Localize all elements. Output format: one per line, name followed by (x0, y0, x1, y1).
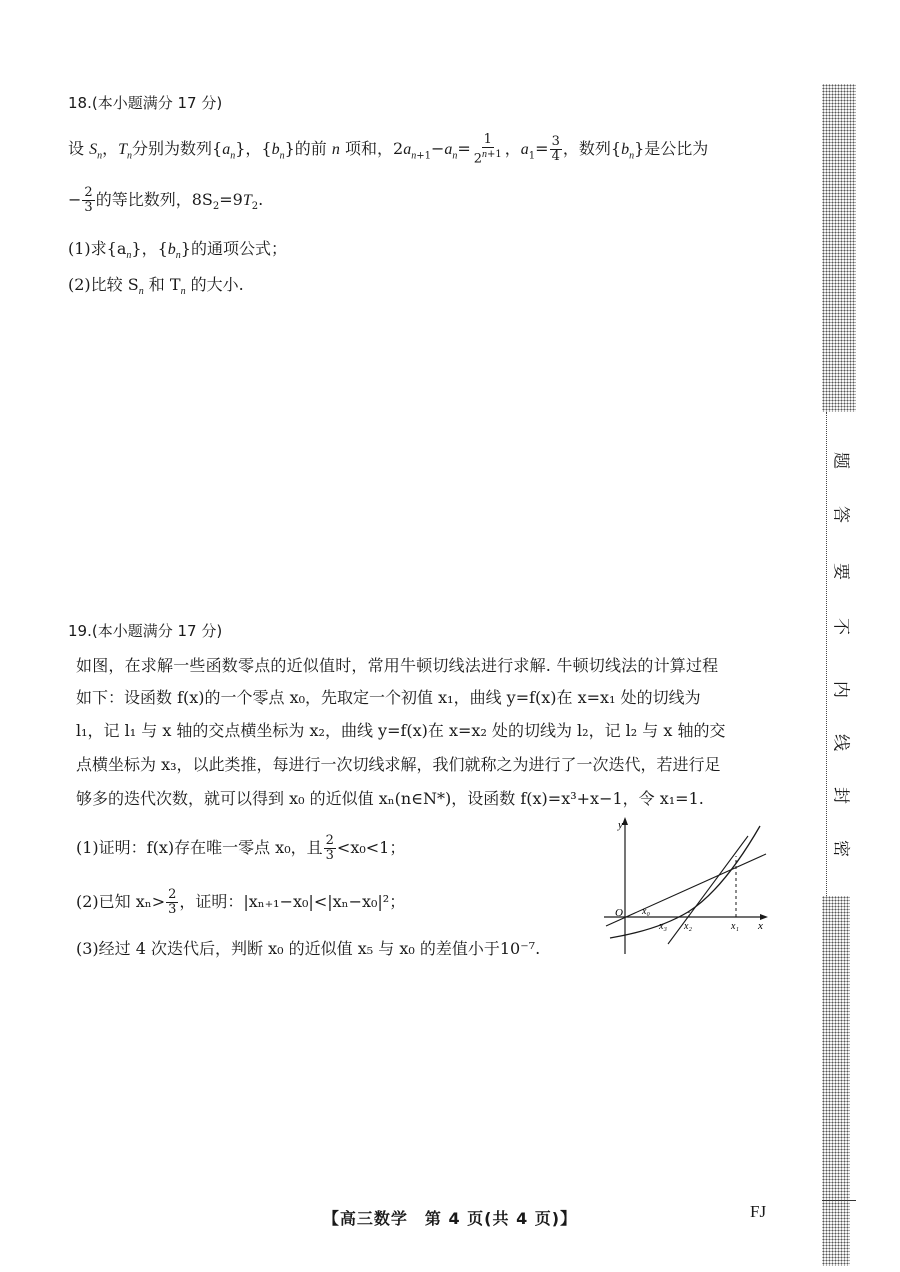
q18-ratio-line: − $\frac{2}{3}$ 的等比数列，$8S_2=9T_2$. (68, 185, 264, 215)
footer-code: FJ (750, 1202, 767, 1221)
seal-char-8: 题 (831, 446, 856, 476)
q19-frac-part2: $\frac{2}{3}$ (168, 887, 177, 917)
seal-char-4: 内 (831, 675, 856, 705)
q18-frac-rhs: $\frac{1}{2^{n+1}}$ (473, 132, 502, 167)
seal-char-6: 要 (831, 557, 856, 587)
q19-part3: (3)经过 4 次迭代后，判断 x₀ 的近似值 x₅ 与 x₀ 的差值小于10⁻⁷. (76, 939, 541, 958)
q19-paragraph-line-3: l₁，记 l₁ 与 x 轴的交点横坐标为 x₂，曲线 y=f(x)在 x=x₂ 处的切线为 l₂，记 l₂ 与 x 轴的交 (76, 721, 726, 740)
tangent-line-l1 (606, 854, 766, 926)
q19-part1: (1)证明：f(x)存在唯一零点 x₀，且 $\frac{2}{3}$ <x₀<1； (76, 833, 406, 863)
seal-char-2: 封 (831, 781, 856, 811)
fig-x2-label: x₂ (684, 921, 692, 932)
dot-pattern-top (822, 84, 856, 412)
binding-strip (822, 84, 856, 1204)
q18-frac-ratio: $\frac{2}{3}$ (84, 185, 93, 215)
q18-frac-a1: $\frac{3}{4}$ (551, 134, 560, 165)
q18-part1: (1)求$\{a_n\}$，$\{b_n\}$的通项公式； (68, 239, 287, 262)
newton-method-figure (598, 812, 778, 962)
q18-header: 18.(本小题满分 17 分) (68, 94, 223, 112)
q19-frac-part1: $\frac{2}{3}$ (325, 833, 334, 863)
q19-paragraph-line-2: 如下：设函数 f(x)的一个零点 x₀，先取定一个初值 x₁，曲线 y=f(x)在 x=x₁ 处的切线为 (76, 688, 701, 707)
fig-x3-label: x₃ (659, 921, 667, 932)
fig-x-label: x (758, 920, 763, 932)
fig-x1-label: x₁ (731, 921, 739, 932)
fig-y-label: y (618, 819, 623, 831)
binding-strip-bottom-rule (822, 1200, 856, 1201)
q19-paragraph-line-5: 够多的迭代次数，就可以得到 x₀ 的近似值 xₙ(n∈N*)，设函数 f(x)=x³+x−1，令 x₁=1. (76, 789, 704, 808)
q19-paragraph-line-4: 点横坐标为 x₃，以此类推，每进行一次切线求解，我们就称之为进行了一次迭代，若进行足 (76, 755, 721, 774)
q19-part2: (2)已知 xₙ> $\frac{2}{3}$ ，证明：|xₙ₊₁−x₀|<|xₙ−x₀|²； (76, 887, 406, 917)
fig-origin-label: O (615, 907, 623, 919)
fig-x0-label: x₀ (642, 906, 650, 917)
q19-paragraph-line-1: 如图，在求解一些函数零点的近似值时，常用牛顿切线法进行求解. 牛顿切线法的计算过程 (76, 656, 719, 675)
seal-char-7: 答 (831, 500, 856, 530)
seal-char-5: 不 (831, 612, 856, 642)
q19-header: 19.(本小题满分 17 分) (68, 622, 223, 640)
q18-part2: (2)比较 $S_n$ 和 $T_n$ 的大小. (68, 275, 244, 298)
seal-char-1: 密 (831, 834, 856, 864)
page-footer: 【高三数学 第 4 页(共 4 页)】 (322, 1209, 578, 1228)
y-axis-arrow-icon (622, 817, 628, 825)
binding-strip-blank (828, 412, 852, 896)
seal-char-3: 线 (831, 728, 856, 758)
q18-intro-line: 设 $S_n$，$T_n$分别为数列$\{a_n\}$，$\{b_n\}$的前 n 项和，$2a_{n+1}-a_n=$ $\frac{1}{2^{n+1}}$ ，$a_1=$ $\frac{3}{4}$ ，数列$\{b_n\}$是公比为 (68, 132, 709, 167)
